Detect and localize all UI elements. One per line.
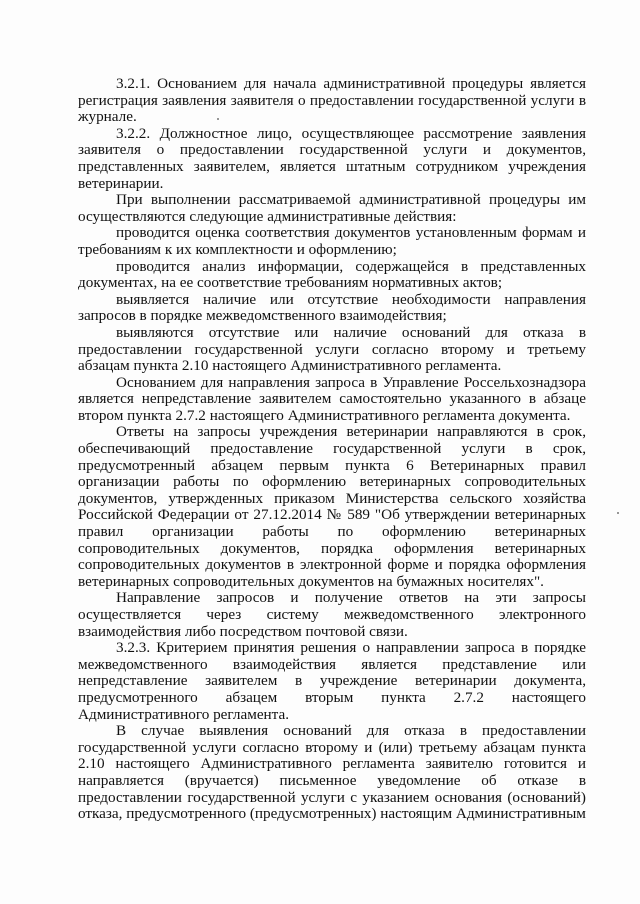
- list-item-information-analysis: проводится анализ информации, содержащейся в представленных документах, на ее соответствие требованиям нормативных актов;: [78, 257, 586, 292]
- paragraph-refusal-notice: В случае выявления оснований для отказа в предоставлении государственной услуги согласно второму и (или) третьему абзацам пункта 2.10 настоящего Административного регламента заявителю готовится и направляется (вручается) письменное уведомление об отказе в предоставлении государственной услуги с указанием основания (оснований) отказа, предусмотренного (предусмотренных) настоящим Административным: [78, 722, 586, 823]
- paragraph-admin-actions-intro: При выполнении рассматриваемой административной процедуры им осуществляются следующие административные действия:: [78, 191, 586, 225]
- paragraph-3-2-1: 3.2.1. Основанием для начала административной процедуры является регистрация заявления заявителя о предоставлении государственной услуги в журнале.: [78, 75, 586, 126]
- list-item-document-assessment: проводится оценка соответствия документов установленным формам и требованиям к их комплектности и оформлению;: [78, 224, 586, 258]
- document-body: [78, 76, 586, 823]
- scan-speck: [617, 512, 619, 514]
- list-item-refusal-grounds: выявляются отсутствие или наличие оснований для отказа в предоставлении государственной услуги согласно второму и третьему абзацам пункта 2.10 настоящего Административного регламента.: [78, 323, 586, 375]
- scan-speck: [217, 118, 219, 120]
- paragraph-request-channel: Направление запросов и получение ответов на эти запросы осуществляется через систему межведомственного электронного взаимодействия либо посредством почтовой связи.: [78, 589, 586, 640]
- paragraph-3-2-3: 3.2.3. Критерием принятия решения о направлении запроса в порядке межведомственного взаимодействия является представление или непредставление заявителем в учреждение ветеринарии документа, предусмотренного абзацем вторым пункта 2.7.2 настоящего Административного регламента.: [78, 639, 586, 723]
- paragraph-request-basis: Основанием для направления запроса в Управление Россельхознадзора является непредставление заявителем самостоятельно указанного в абзаце втором пункта 2.7.2 настоящего Административного регламента документа.: [78, 373, 586, 424]
- paragraph-3-2-2: 3.2.2. Должностное лицо, осуществляющее рассмотрение заявления заявителя о предоставлении государственной услуги и документов, представленных заявителем, является штатным сотрудником учреждения ветеринарии.: [78, 124, 586, 192]
- paragraph-request-responses: Ответы на запросы учреждения ветеринарии направляются в срок, обеспечивающий предоставление государственной услуги в срок, предусмотренный абзацем первым пункта 6 Ветеринарных правил организации работы по оформлению ветеринарных сопроводительных документов, утвержденных приказом Министерства сельского хозяйства Российской Федерации от 27.12.2014 № 589 "Об утверждении ветеринарных правил организации работы по оформлению ветеринарных сопроводительных документов, порядка оформления ветеринарных сопроводительных документов в электронной форме и порядка оформления ветеринарных сопроводительных документов на бумажных носителях".: [78, 423, 586, 590]
- list-item-request-necessity: выявляется наличие или отсутствие необходимости направления запросов в порядке межведомственного взаимодействия;: [78, 290, 586, 325]
